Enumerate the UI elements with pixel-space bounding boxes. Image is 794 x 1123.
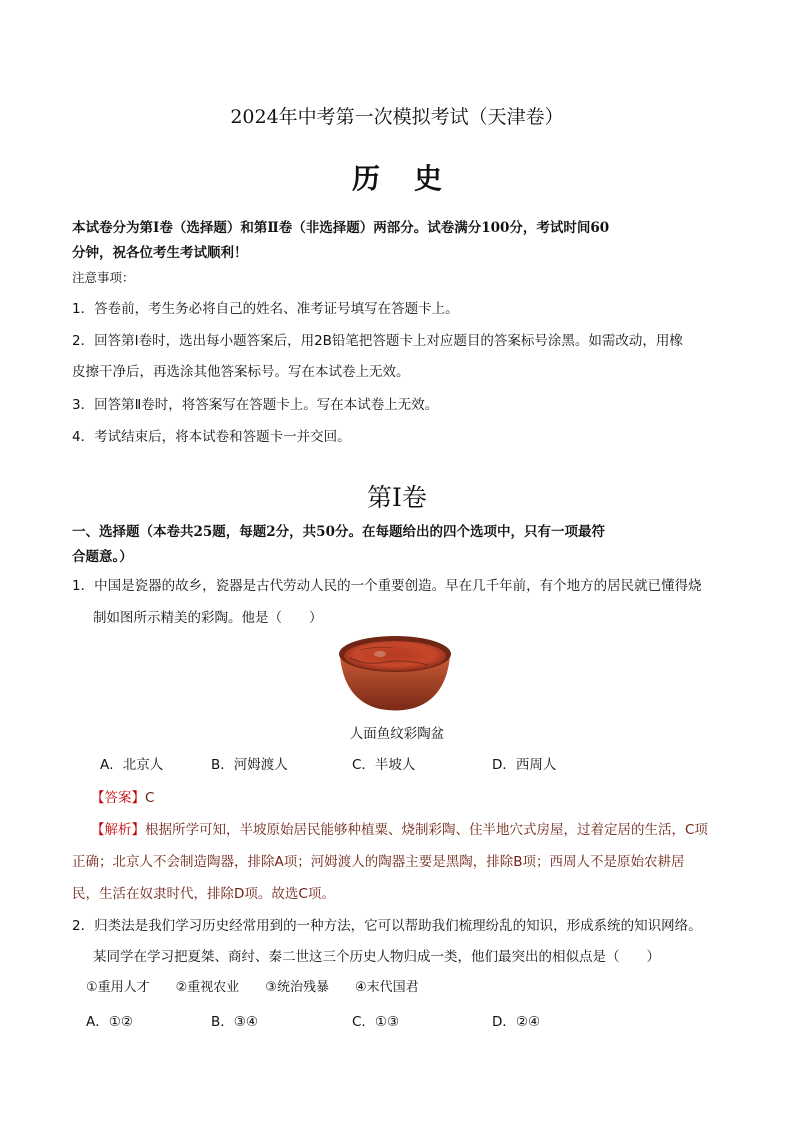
question-1-line-2: 制如图所示精美的彩陶。他是（ ） — [93, 610, 323, 626]
analysis-text-1: 根据所学可知，半坡原始居民能够种植粟、烧制彩陶、住半地穴式房屋，过着定居的生活，C项 — [145, 822, 708, 838]
intro-line-1: 本试卷分为第Ⅰ卷（选择题）和第Ⅱ卷（非选择题）两部分。试卷满分100分，考试时间60 — [72, 220, 610, 236]
painted-pottery-bowl-image — [336, 632, 454, 714]
question-1-option-a: A．北京人 — [100, 757, 164, 773]
analysis-line-1 — [91, 818, 708, 838]
notes-heading: 注意事项： — [72, 270, 135, 285]
note-item-2b: 皮擦干净后，再选涂其他答案标号。写在本试卷上无效。 — [72, 364, 410, 380]
note-item-4: 4．考试结束后，将本试卷和答题卡一并交回。 — [72, 429, 351, 445]
question-1-line-1: 1．中国是瓷器的故乡，瓷器是古代劳动人民的一个重要创造。早在几千年前，有个地方的居民就已懂得烧 — [72, 578, 702, 594]
section-title: 第Ⅰ卷 — [367, 483, 427, 512]
section-instruction-1: 一、选择题（本卷共25题，每题2分，共50分。在每题给出的四个选项中，只有一项最符 — [72, 524, 605, 540]
subject-title: 历史 — [351, 162, 476, 195]
question-2-option-a: A．①② — [86, 1014, 133, 1030]
analysis-tag: 【解析】 — [91, 822, 145, 838]
question-2-option-d: D．②④ — [492, 1014, 541, 1030]
analysis-text-2: 正确；北京人不会制造陶器，排除A项；河姆渡人的陶器主要是黑陶，排除B项；西周人不是原始农耕居 — [72, 854, 685, 870]
question-2-line-2: 某同学在学习把夏桀、商纣、秦二世这三个历史人物归成一类，他们最突出的相似点是（ ） — [93, 949, 660, 965]
image-caption: 人面鱼纹彩陶盆 — [349, 726, 445, 742]
intro-line-2: 分钟，祝各位考生考试顺利！ — [72, 245, 248, 261]
note-item-2a: 2．回答第Ⅰ卷时，选出每小题答案后，用2B铅笔把答题卡上对应题目的答案标号涂黑。如需改动，用橡 — [72, 333, 683, 349]
question-2-option-c: C．①③ — [352, 1014, 400, 1030]
analysis-text-3: 民，生活在奴隶时代，排除D项。故选C项。 — [72, 886, 335, 902]
answer-line — [91, 786, 154, 806]
section-instruction-2: 合题意。） — [72, 549, 133, 565]
answer-value: C — [145, 790, 155, 806]
question-1-option-b: B．河姆渡人 — [211, 757, 288, 773]
question-2-option-b: B．③④ — [211, 1014, 258, 1030]
question-1-option-c: C．半坡人 — [352, 757, 416, 773]
question-2-line-1: 2．归类法是我们学习历史经常用到的一种方法，它可以帮助我们梳理纷乱的知识，形成系统的知识网络。 — [72, 918, 702, 934]
question-1-option-d: D．西周人 — [492, 757, 557, 773]
note-item-1: 1．答卷前，考生务必将自己的姓名、准考证号填写在答题卡上。 — [72, 301, 459, 317]
note-item-3: 3．回答第Ⅱ卷时，将答案写在答题卡上。写在本试卷上无效。 — [72, 397, 439, 413]
answer-tag: 【答案】 — [91, 790, 145, 806]
question-2-items: ①重用人才 ②重视农业 ③统治残暴 ④末代国君 — [86, 980, 419, 995]
exam-title: 2024年中考第一次模拟考试（天津卷） — [230, 106, 564, 128]
